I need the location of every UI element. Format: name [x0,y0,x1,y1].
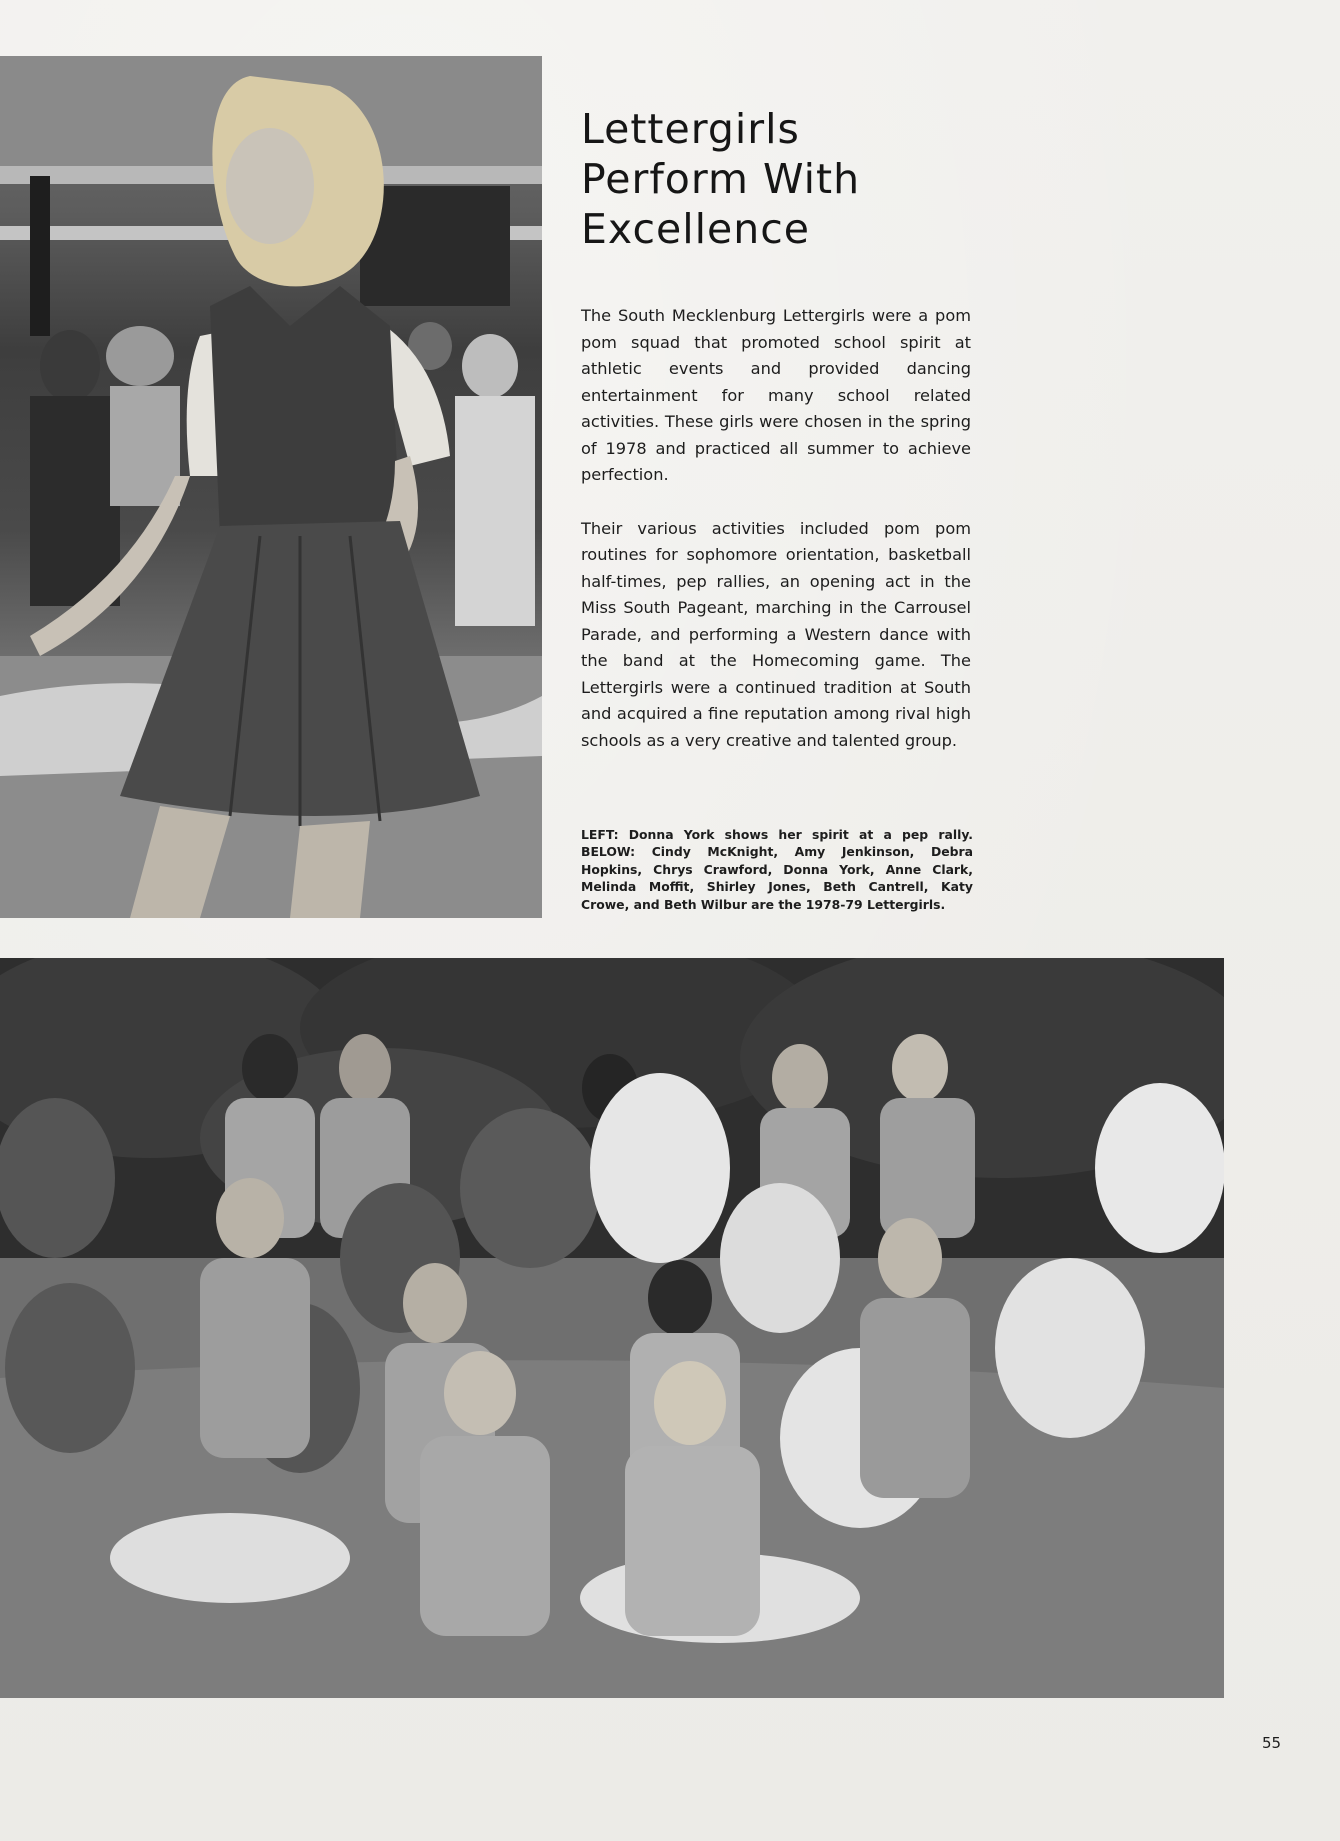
portrait-photo-drawing [0,56,542,918]
article-paragraph: Their various activities included pom pom routines for sophomore orientation, basketball half-times, pep rallies, an opening act in the Miss South Pageant, marching in the Carrousel Parade, and performing a Western dance with the band at the Homecoming game. The Lettergirls were a continued tradition at South and acquired a fine reputation among rival high schools as a very creative and talented group. [581,518,971,750]
headline-line: Perform With [581,155,861,203]
photo-caption-text: LEFT: Donna York shows her spirit at a pep rally. BELOW: Cindy McKnight, Amy Jenkinson, Debra Hopkins, Chrys Crawford, Donna York, Anne Clark, Melinda Moffit, Shirley Jones, Beth Cantrell, Katy Crowe, and Beth Wilbur are the 1978-79 Lettergirls. [581,827,973,912]
page-number: 55 [1262,1734,1282,1752]
headline-line: Lettergirls [581,105,800,153]
photo-caption [581,826,973,913]
headline-line: Excellence [581,205,810,253]
article-body [581,303,971,781]
portrait-photo [0,56,542,918]
page-headline [581,104,1001,254]
group-photo-drawing [0,958,1224,1698]
group-photo [0,958,1224,1698]
article-paragraph: The South Mecklenburg Lettergirls were a pom pom squad that promoted school spirit at athletic events and provided dancing entertainment for many school related activities. These girls were chosen in the spring of 1978 and practiced all summer to achieve perfection. [581,306,971,484]
